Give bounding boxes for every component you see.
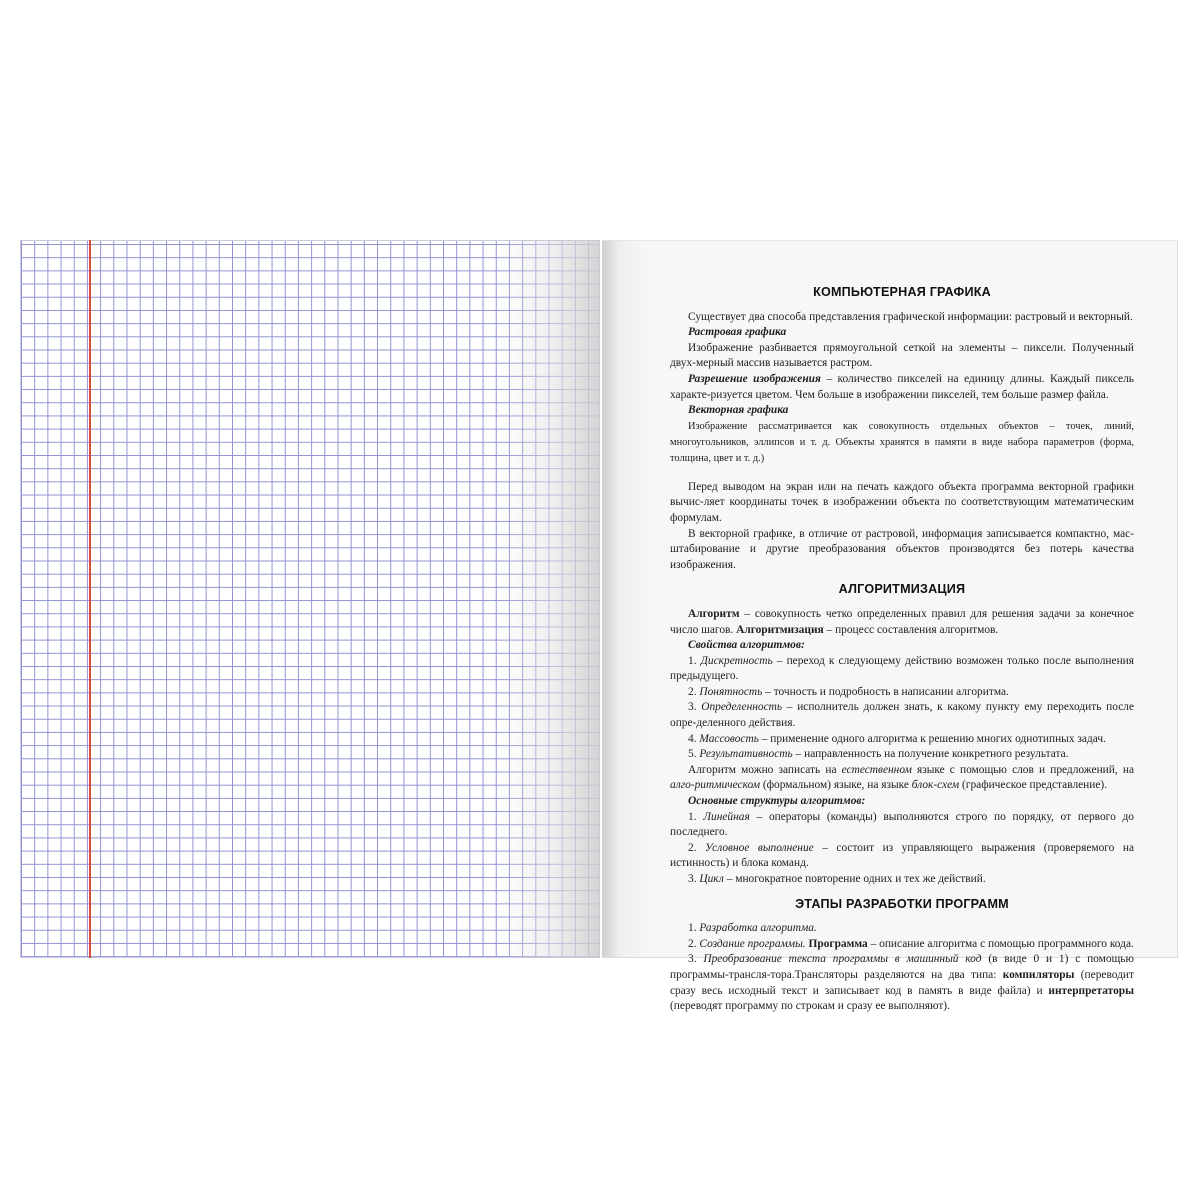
property-item: 4. Массовость – применение одного алгоритма к решению многих однотипных задач. <box>688 732 1106 745</box>
heading-algorithmization: АЛГОРИТМИЗАЦИЯ <box>838 582 966 597</box>
intro-paragraph: Существует два способа представления графической информации: растровый и векторный. <box>688 310 1133 323</box>
structure-item: 1. Линейная – операторы (команды) выполняются строго по порядку, от первого до последнего. <box>670 810 1135 839</box>
heading-program-development: ЭТАПЫ РАЗРАБОТКИ ПРОГРАММ <box>795 896 1009 911</box>
spacer <box>670 467 1134 480</box>
text-page-right <box>602 240 1178 1013</box>
property-item: 1. Дискретность – переход к следующему действию возможен только после выполнения предыдущего. <box>670 654 1134 683</box>
margin-line <box>89 240 91 958</box>
languages-paragraph: Алгоритм можно записать на естественном языке с помощью слов и предложений, на алго-ритмическом (формальном) языке, на языке блок-схем (графическое представление). <box>670 763 1134 792</box>
raster-paragraph: Изображение разбивается прямоугольной сеткой на элементы – пиксели. Полученный двух-мерный массив называется растром. <box>670 341 1134 370</box>
subheading-structures: Основные структуры алгоритмов: <box>688 795 866 808</box>
term-resolution: Разрешение изображения <box>688 372 821 385</box>
grid-page-left <box>20 240 600 958</box>
heading-computer-graphics: КОМПЬЮТЕРНАЯ ГРАФИКА <box>813 285 991 299</box>
stage-item: 2. Создание программы. Программа – описание алгоритма с помощью программного кода. <box>688 937 1134 950</box>
property-item: 2. Понятность – точность и подробность в написании алгоритма. <box>688 685 1009 698</box>
resolution-paragraph: Разрешение изображения – количество пикселей на единицу длины. Каждый пиксель характе-ризуется цветом. Чем больше в изображении пикселей, тем больше размер файла. <box>670 372 1134 401</box>
stage-item: 3. Преобразование текста программы в машинный код (в виде 0 и 1) с помощью программы-трансля-тора.Трансляторы разделяются на два типа: компиляторы (переводит сразу весь исходный текст и записывает код в память в виде файла) и интерпретаторы (переводят программу по строкам и сразу ее выполняют). <box>670 953 1135 1013</box>
vector-paragraph-2: Перед выводом на экран или на печать каждого объекта программа векторной графики вычис-ляет координаты точек в изображении объекта по соответствующим математическим формулам. <box>670 480 1134 524</box>
term-program: Программа <box>808 937 868 950</box>
vector-paragraph-3: В векторной графике, в отличие от растровой, информация записывается компактно, мас-штабирование и другие преобразования объектов производятся без потерь качества изображения. <box>670 527 1134 571</box>
subheading-raster: Растровая графика <box>688 326 787 339</box>
reference-content <box>670 285 1134 1015</box>
term-algorithm: Алгоритм <box>688 607 740 620</box>
vector-paragraph: Изображение рассматривается как совокупность отдельных объектов – точек, линий, многоугольников, эллипсов и т. д. Объекты хранятся в памяти в виде набора параметров (форма, толщина, цвет и т. д.) <box>670 420 1134 464</box>
notebook-spread <box>20 240 1178 1013</box>
structure-item: 3. Цикл – многократное повторение одних и тех же действий. <box>688 873 986 885</box>
term-compilers: компиляторы <box>1002 968 1075 981</box>
algorithm-definition: Алгоритм – совокупность четко определенных правил для решения задачи за конечное число шагов. Алгоритмизация – процесс составления алгоритмов. <box>670 607 1134 636</box>
property-item: 3. Определенность – исполнитель должен знать, к какому пункту ему переходить после опре-деленного действия. <box>670 701 1134 730</box>
property-item: 5. Результативность – направленность на получение конкретного результата. <box>688 748 1069 761</box>
subheading-properties: Свойства алгоритмов: <box>688 639 805 652</box>
stage-item: 1. Разработка алгоритма. <box>688 922 817 935</box>
structure-item: 2. Условное выполнение – состоит из управляющего выражения (проверяемого на истинность) и блока команд. <box>670 841 1135 870</box>
term-interpreters: интерпретаторы <box>1048 984 1134 997</box>
term-algorithmization: Алгоритмизация <box>736 623 824 636</box>
subheading-vector: Векторная графика <box>688 404 789 417</box>
